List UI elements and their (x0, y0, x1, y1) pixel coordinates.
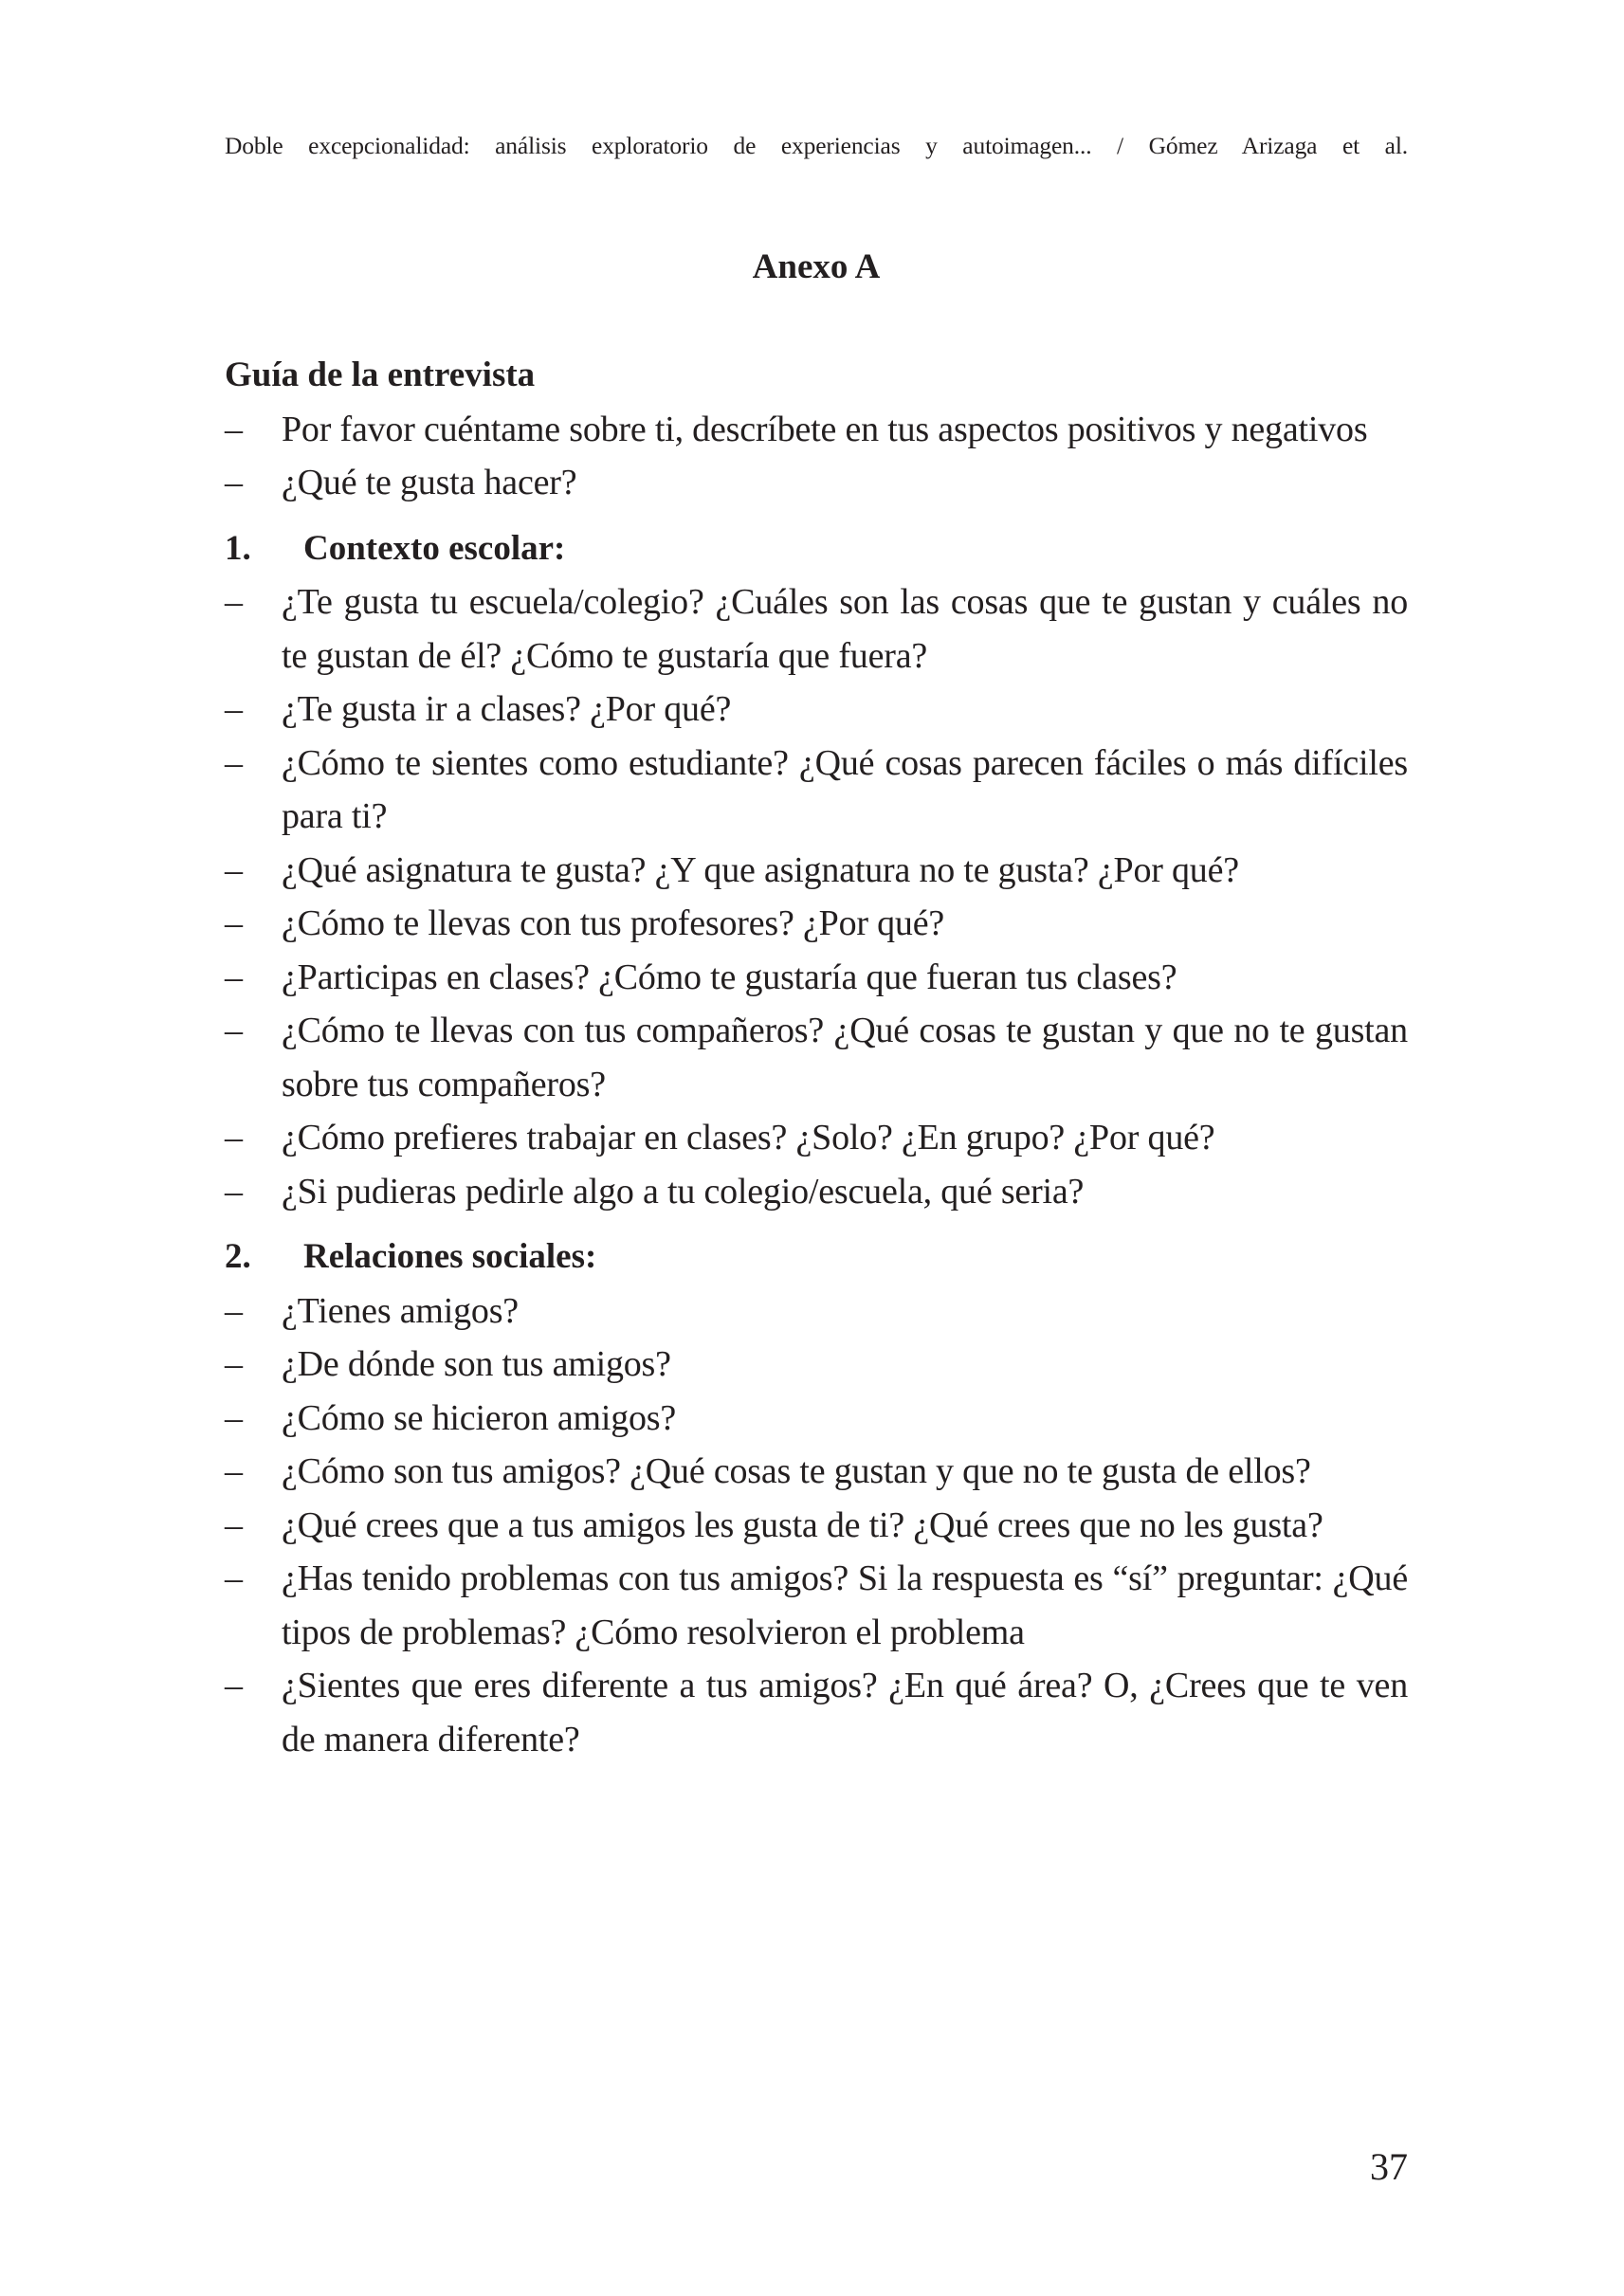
dash-bullet-icon: – (225, 903, 243, 943)
dash-bullet-icon: – (225, 463, 243, 502)
dash-bullet-icon: – (225, 409, 243, 449)
list-item (225, 1338, 1408, 1392)
list-item-text: ¿Cómo son tus amigos? ¿Qué cosas te gustan y que no te gusta de ellos? (282, 1451, 1311, 1491)
dash-bullet-icon: – (225, 957, 243, 997)
page-number: 37 (1370, 2145, 1408, 2188)
section-heading-contexto-escolar (225, 522, 1408, 576)
dash-bullet-icon: – (225, 1118, 243, 1157)
dash-bullet-icon: – (225, 1171, 243, 1212)
dash-bullet-icon: – (225, 1011, 243, 1050)
section-title: Contexto escolar: (303, 528, 566, 568)
list-item-text: ¿Te gusta ir a clases? ¿Por qué? (282, 689, 732, 729)
list-item (225, 1285, 1408, 1339)
list-item-text: Por favor cuéntame sobre ti, descríbete en tus aspectos positivos y negativos (282, 409, 1368, 449)
list-item-text: ¿Qué te gusta hacer? (282, 463, 577, 502)
section-title: Relaciones sociales: (303, 1237, 597, 1276)
guide-title: Guía de la entrevista (225, 355, 536, 394)
list-item (225, 1659, 1408, 1766)
list-item-text: ¿Si pudieras pedirle algo a tu colegio/escuela, qué seria? (282, 1171, 1085, 1212)
list-item (225, 1445, 1408, 1499)
list-item (225, 897, 1408, 951)
list-item (225, 737, 1408, 844)
list-item-text: ¿Qué asignatura te gusta? ¿Y que asignatura no te gusta? ¿Por qué? (282, 849, 1239, 890)
list-item-text: ¿Cómo prefieres trabajar en clases? ¿Solo? ¿En grupo? ¿Por qué? (282, 1118, 1215, 1157)
list-item (225, 456, 1408, 510)
list-item (225, 1392, 1408, 1446)
list-item-text: ¿Cómo te sientes como estudiante? ¿Qué cosas parecen fáciles o más difíciles para ti? (282, 742, 1408, 836)
list-item-text: ¿Te gusta tu escuela/colegio? ¿Cuáles son las cosas que te gustan y cuáles no te gustan de él? ¿Cómo te gustaría que fuera? (282, 582, 1408, 676)
list-item-text: ¿Cómo te llevas con tus profesores? ¿Por qué? (282, 903, 945, 943)
dash-bullet-icon: – (225, 1290, 243, 1331)
list-item (225, 1499, 1408, 1553)
list-item (225, 1165, 1408, 1219)
list-item-text: ¿Tienes amigos? (282, 1290, 519, 1331)
list-item-text: ¿Qué crees que a tus amigos les gusta de ti? ¿Qué crees que no les gusta? (282, 1504, 1323, 1545)
annex-title: Anexo A (752, 247, 881, 286)
dash-bullet-icon: – (225, 582, 243, 622)
list-item-text: ¿De dónde son tus amigos? (282, 1344, 671, 1384)
list-item-text: ¿Cómo se hicieron amigos? (282, 1397, 677, 1438)
list-item-text: ¿Participas en clases? ¿Cómo te gustaría que fueran tus clases? (282, 957, 1177, 997)
list-item (225, 1111, 1408, 1165)
list-item-text: ¿Sientes que eres diferente a tus amigos? ¿En qué área? O, ¿Crees que te ven de manera diferente? (282, 1666, 1408, 1759)
section-item-list (225, 1285, 1408, 1767)
dash-bullet-icon: – (225, 1558, 243, 1598)
document-page (225, 0, 1408, 2296)
section-number: 2. (225, 1237, 251, 1276)
intro-item-list (225, 403, 1408, 510)
list-item (225, 683, 1408, 737)
dash-bullet-icon: – (225, 1666, 243, 1705)
list-item-text: ¿Has tenido problemas con tus amigos? Si la respuesta es “sí” preguntar: ¿Qué tipos de problemas? ¿Cómo resolvieron el problema (282, 1558, 1408, 1652)
dash-bullet-icon: – (225, 1344, 243, 1384)
list-item (225, 403, 1408, 457)
section-heading-relaciones-sociales (225, 1230, 1408, 1285)
dash-bullet-icon: – (225, 849, 243, 890)
dash-bullet-icon: – (225, 689, 243, 729)
section-number: 1. (225, 528, 251, 568)
section-item-list (225, 575, 1408, 1218)
interview-guide (225, 349, 1408, 1766)
dash-bullet-icon: – (225, 1397, 243, 1438)
list-item (225, 951, 1408, 1005)
list-item (225, 575, 1408, 683)
dash-bullet-icon: – (225, 1504, 243, 1545)
list-item (225, 1552, 1408, 1659)
dash-bullet-icon: – (225, 742, 243, 783)
list-item (225, 844, 1408, 898)
dash-bullet-icon: – (225, 1451, 243, 1491)
list-item-text: ¿Cómo te llevas con tus compañeros? ¿Qué cosas te gustan y que no te gustan sobre tus compañeros? (282, 1011, 1408, 1104)
list-item (225, 1004, 1408, 1111)
running-header: Doble excepcionalidad: análisis exploratorio de experiencias y autoimagen... / Gómez Arizaga et al. (225, 132, 1408, 159)
